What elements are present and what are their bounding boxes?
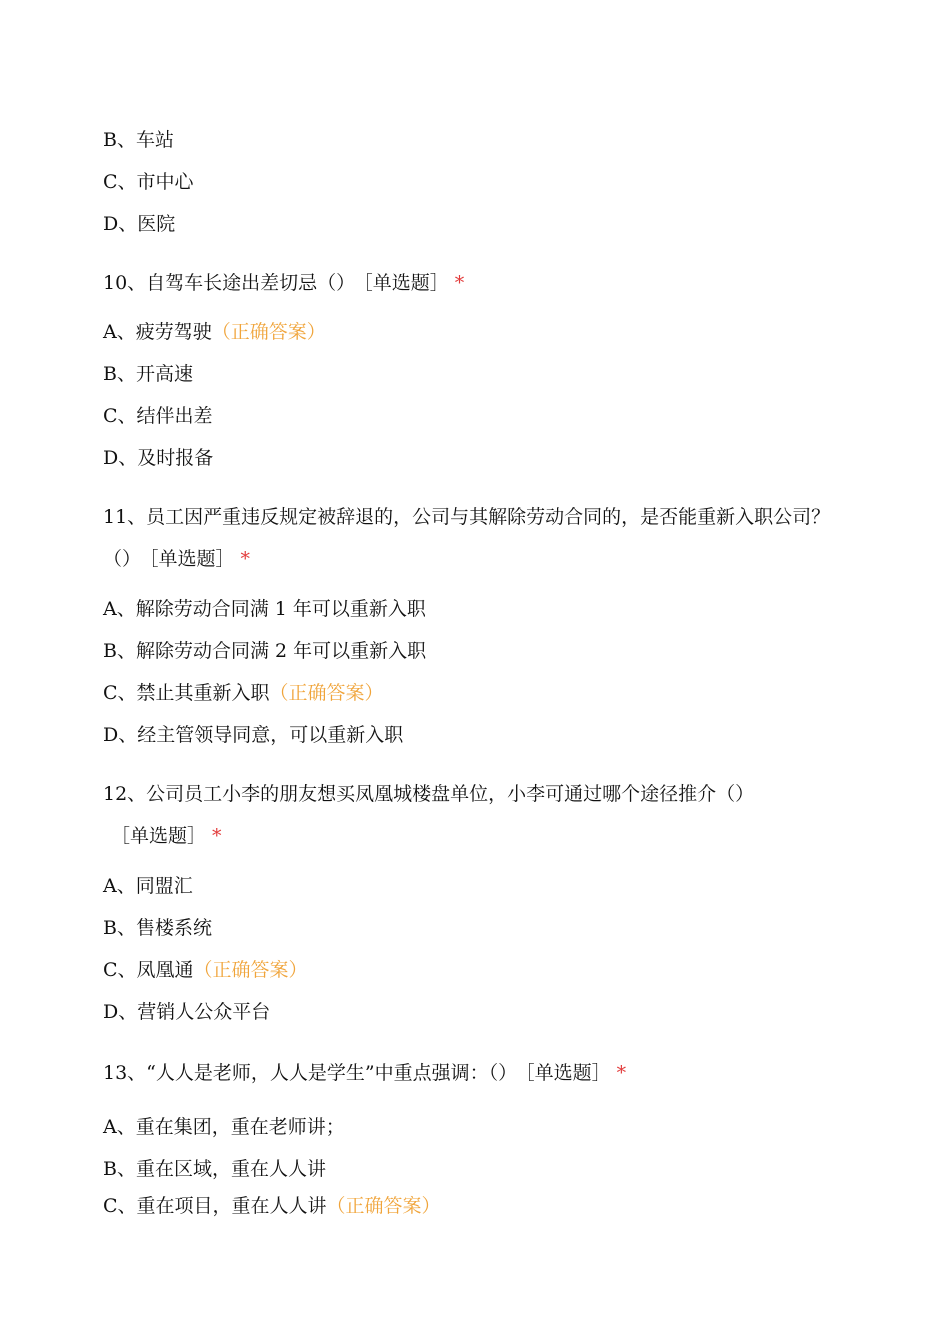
option-text: A、疲劳驾驶 — [103, 321, 212, 343]
option-item — [103, 362, 193, 386]
option-item — [103, 404, 213, 428]
option-text: D、及时报备 — [103, 447, 214, 469]
option-item — [103, 170, 194, 194]
option-text: B、重在区域，重在人人讲 — [103, 1158, 326, 1180]
correct-answer-label: （正确答案） — [211, 321, 326, 343]
option-item — [103, 958, 308, 982]
option-item — [103, 128, 174, 152]
option-text: B、解除劳动合同满 2 年可以重新入职 — [103, 640, 427, 662]
question-text: 10、自驾车长途出差切忌（） — [103, 272, 356, 294]
question-title — [103, 271, 464, 295]
option-text: A、解除劳动合同满 1 年可以重新入职 — [103, 598, 426, 620]
option-text: B、售楼系统 — [103, 917, 212, 939]
option-text: C、重在项目，重在人人讲 — [103, 1195, 327, 1217]
question-title — [103, 1061, 626, 1085]
question-text: 12、公司员工小李的朋友想买凤凰城楼盘单位，小李可通过哪个途径推介（） — [103, 783, 755, 805]
option-text: D、营销人公众平台 — [103, 1001, 271, 1023]
required-mark: * — [240, 548, 251, 570]
option-item — [103, 597, 426, 621]
correct-answer-label: （正确答案） — [269, 682, 384, 704]
question-title — [103, 773, 843, 857]
option-item — [103, 723, 403, 747]
option-text: B、开高速 — [103, 363, 193, 385]
question-type: ［单选题］ — [363, 272, 449, 294]
option-text: C、市中心 — [103, 171, 194, 193]
question-type: ［单选题］ — [525, 1062, 611, 1084]
required-mark: * — [212, 825, 222, 847]
option-item — [103, 320, 326, 344]
question-type: ［单选题］ — [149, 548, 235, 570]
required-mark: * — [454, 272, 465, 294]
option-item — [103, 1194, 441, 1218]
option-text: A、同盟汇 — [103, 875, 193, 897]
option-item — [103, 639, 426, 663]
option-item — [103, 1157, 326, 1181]
question-text: 11、员工因严重违反规定被辞退的，公司与其解除劳动合同的，是否能重新入职公司？（） — [103, 506, 831, 570]
option-item — [103, 212, 175, 236]
option-item — [103, 446, 213, 470]
option-text: D、经主管领导同意，可以重新入职 — [103, 724, 404, 746]
correct-answer-label: （正确答案） — [326, 1195, 441, 1217]
option-item — [103, 916, 212, 940]
option-text: D、医院 — [103, 213, 176, 235]
option-text: C、结伴出差 — [103, 405, 213, 427]
correct-answer-label: （正确答案） — [193, 959, 308, 981]
option-item — [103, 1115, 345, 1139]
required-mark: * — [616, 1062, 627, 1084]
question-title — [103, 496, 843, 580]
question-text: 13、“人人是老师，人人是学生”中重点强调：（） — [103, 1062, 518, 1084]
option-item — [103, 681, 384, 705]
option-item — [103, 874, 193, 898]
option-text: B、车站 — [103, 129, 174, 151]
option-item — [103, 1000, 270, 1024]
option-text: A、重在集团，重在老师讲； — [103, 1116, 345, 1138]
question-type: ［单选题］ — [111, 825, 207, 847]
option-text: C、凤凰通 — [103, 959, 194, 981]
option-text: C、禁止其重新入职 — [103, 682, 270, 704]
